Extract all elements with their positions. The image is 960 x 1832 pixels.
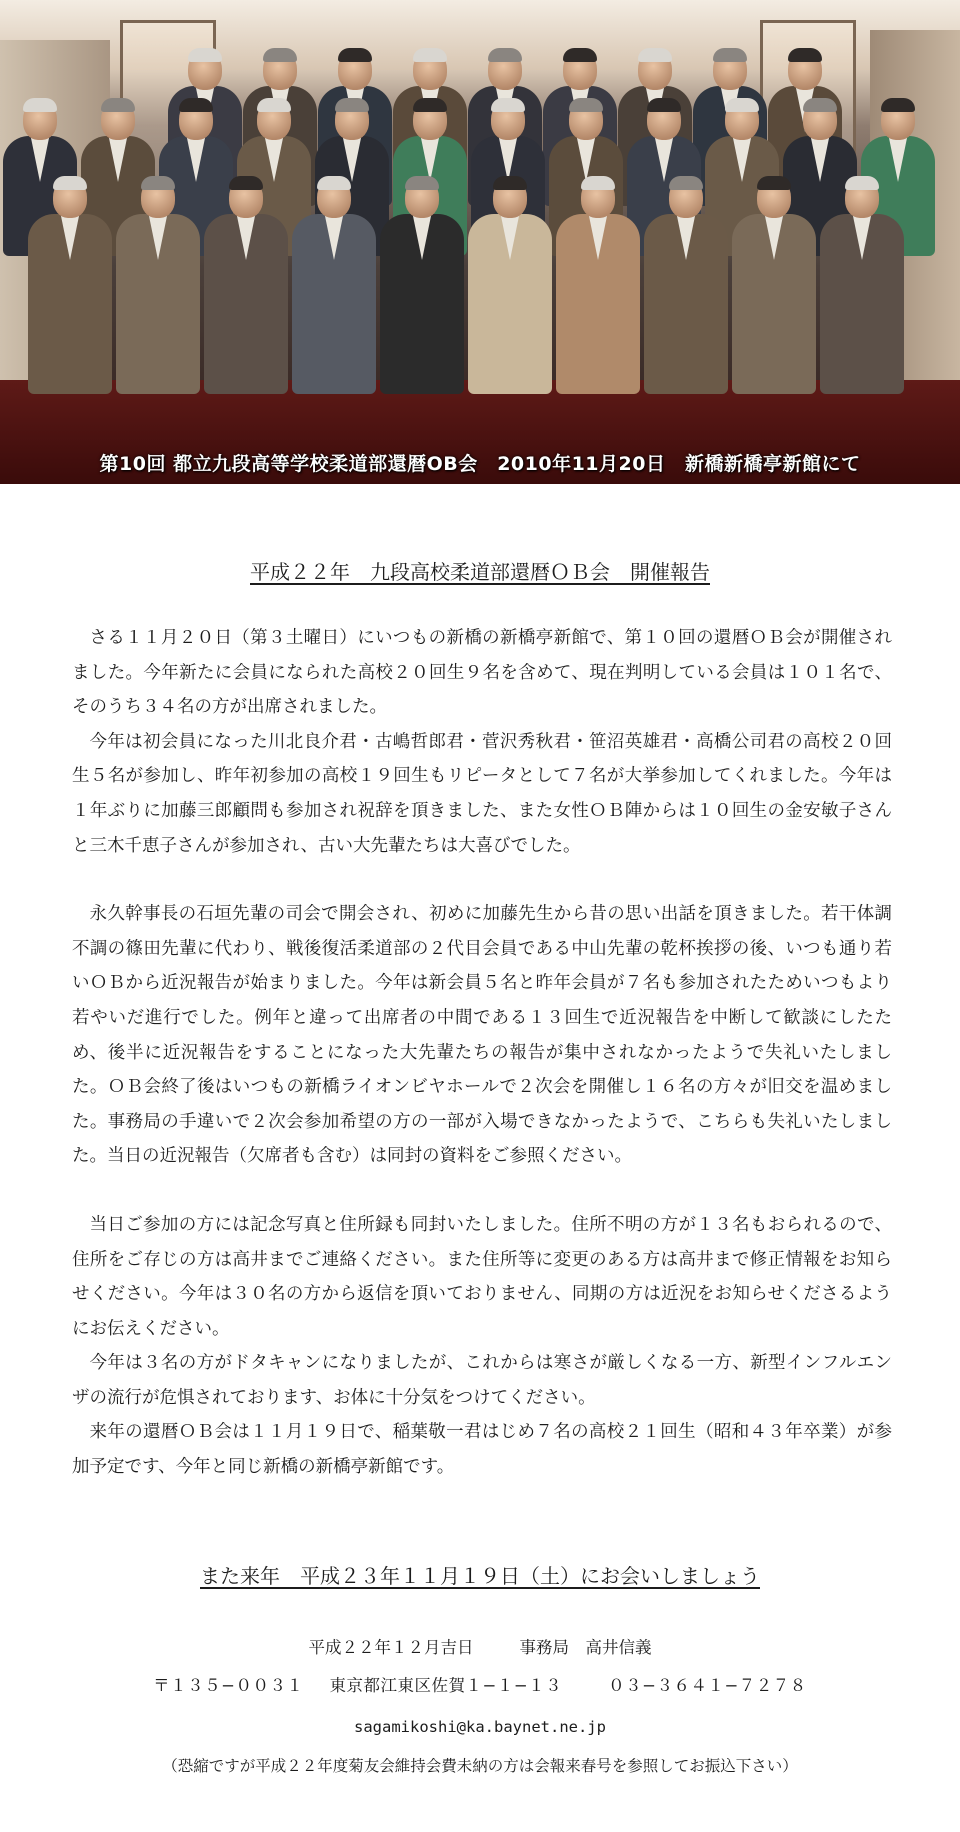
photo-person <box>201 178 291 398</box>
paragraph: 来年の還暦ＯＢ会は１１月１９日で、稲葉敬一君はじめ７名の高校２１回生（昭和４３年卒業）が参加予定です、今年と同じ新橋の新橋亭新館です。 <box>72 1422 892 1478</box>
photo-person <box>641 178 731 398</box>
photo-person <box>289 178 379 398</box>
issue-date: 平成２２年１２月吉日 <box>308 1638 474 1657</box>
email-address: sagamikoshi@ka.baynet.ne.jp <box>354 1718 606 1736</box>
office-contact: 事務局 高井信義 <box>519 1638 652 1657</box>
closing-line: また来年 平成２３年１１月１９日（土）にお会いしましょう <box>200 1564 760 1588</box>
paragraph: 今年は初会員になった川北良介君・古嶋哲郎君・菅沢秀秋君・笹沼英雄君・高橋公司君の高校２０回生５名が参加し、昨年初参加の高校１９回生もリピータとして７名が大挙参加してくれました。今年は１年ぶりに加藤三郎顧問も参加され祝辞を頂きました、また女性ＯＢ陣からは１０回生の金安敏子さんと三木千恵子さんが参加され、古い大先輩たちは大喜びでした。 <box>72 731 892 856</box>
photo-person <box>465 178 555 398</box>
photo-person <box>553 178 643 398</box>
report-body <box>72 621 892 1485</box>
group-photo <box>0 0 960 484</box>
photo-person <box>817 178 907 398</box>
paragraph: 当日ご参加の方には記念写真と住所録も同封いたしました。住所不明の方が１３名もおられるので、住所をご存じの方は高井までご連絡ください。また住所等に変更のある方は高井まで修正情報をお知らせください。今年は３０名の方から返信を頂いておりません、同期の方は近況をお知らせくださるようにお伝えください。 <box>72 1214 892 1339</box>
photo-person <box>25 178 115 398</box>
photo-person <box>729 178 819 398</box>
photo-person <box>113 178 203 398</box>
photo-caption: 第10回 都立九段高等学校柔道部還暦OB会 2010年11月20日 新橋新橋亭新館にて <box>99 452 861 475</box>
paragraph: 永久幹事長の石垣先輩の司会で開会され、初めに加藤先生から昔の思い出話を頂きました。若干体調不調の篠田先輩に代わり、戦後復活柔道部の２代目会員である中山先輩の乾杯挨拶の後、いつも通り若いＯＢから近況報告が始まりました。今年は新会員５名と昨年会員が７名も参加されたためいつもより若やいだ進行でした。例年と違って出席者の中間である１３回生で近況報告を中断して歓談にしたため、後半に近況報告をすることになった大先輩たちの報告が集中されなかったようで失礼いたしました。ＯＢ会終了後はいつもの新橋ライオンビヤホールで２次会を開催し１６名の方々が旧交を温めました。事務局の手違いで２次会参加希望の方の一部が入場できなかったようで、こちらも失礼いたしました。当日の近況報告（欠席者も含む）は同封の資料をご参照ください。 <box>72 904 892 1167</box>
paragraph: 今年は３名の方がドタキャンになりましたが、これからは寒さが厳しくなる一方、新型インフルエンザの流行が危惧されております、お体に十分気をつけてください。 <box>72 1353 892 1408</box>
phone-number: ０３−３６４１−７２７８ <box>608 1676 807 1695</box>
photo-person <box>377 178 467 398</box>
report <box>0 484 960 1832</box>
report-title: 平成２２年 九段高校柔道部還暦ＯＢ会 開催報告 <box>250 560 710 584</box>
footer-address-row <box>0 1672 960 1696</box>
postal-code: 〒１３５−００３１ <box>153 1676 304 1695</box>
footer-date-row <box>0 1634 960 1658</box>
paragraph: さる１１月２０日（第３土曜日）にいつもの新橋の新橋亭新館で、第１０回の還暦ＯＢ会が開催されました。今年新たに会員になられた高校２０回生９名を含めて、現在判明している会員は１０１名で、そのうち３４名の方が出席されました。 <box>72 628 892 718</box>
street-address: 東京都江東区佐賀１−１−１３ <box>329 1676 563 1695</box>
fee-note: （恐縮ですが平成２２年度菊友会維持会費未納の方は会報来春号を参照してお振込下さい） <box>162 1757 798 1775</box>
